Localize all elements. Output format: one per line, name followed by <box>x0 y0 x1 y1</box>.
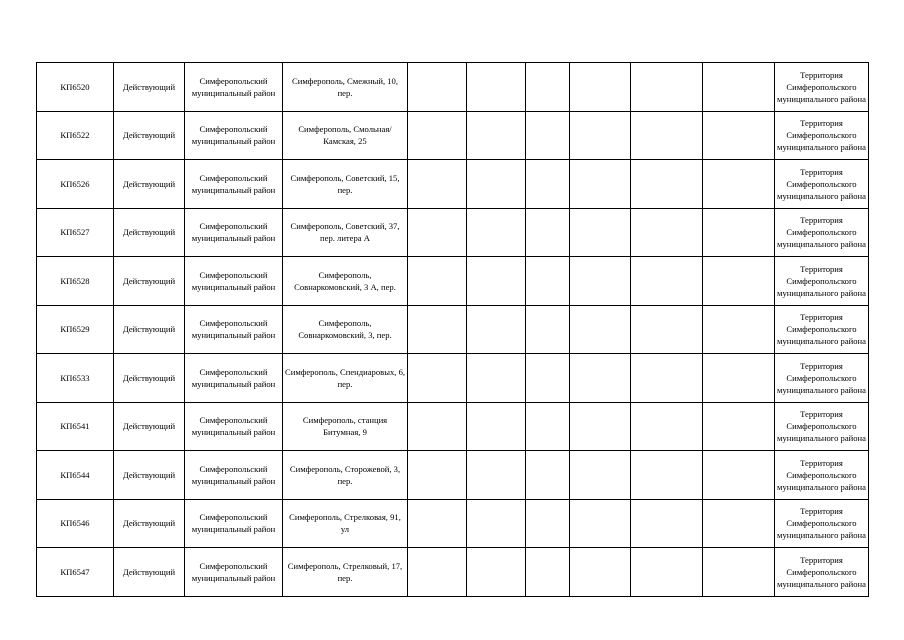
empty-cell <box>570 63 631 112</box>
empty-cell <box>703 160 775 209</box>
status-cell: Действующий <box>114 111 185 160</box>
empty-cell <box>526 548 570 597</box>
empty-cell <box>467 160 526 209</box>
empty-cell <box>408 63 467 112</box>
empty-cell <box>703 548 775 597</box>
territory-cell: Территория Симферопольского муниципального района <box>775 257 869 306</box>
territory-cell: Территория Симферопольского муниципального района <box>775 499 869 548</box>
empty-cell <box>631 257 703 306</box>
territory-cell: Территория Симферопольского муниципального района <box>775 208 869 257</box>
empty-cell <box>631 548 703 597</box>
district-cell: Симферопольский муниципальный район <box>185 160 283 209</box>
object-code-cell: КП6527 <box>37 208 114 257</box>
empty-cell <box>703 451 775 500</box>
status-cell: Действующий <box>114 451 185 500</box>
empty-cell <box>631 451 703 500</box>
table-body <box>37 63 869 597</box>
empty-cell <box>703 305 775 354</box>
empty-cell <box>570 160 631 209</box>
empty-cell <box>631 63 703 112</box>
district-cell: Симферопольский муниципальный район <box>185 354 283 403</box>
registry-table <box>36 62 869 597</box>
address-cell: Симферополь, Сторожевой, 3, пер. <box>283 451 408 500</box>
empty-cell <box>526 354 570 403</box>
empty-cell <box>526 257 570 306</box>
empty-cell <box>526 451 570 500</box>
territory-cell: Территория Симферопольского муниципального района <box>775 305 869 354</box>
empty-cell <box>570 451 631 500</box>
empty-cell <box>467 305 526 354</box>
empty-cell <box>703 354 775 403</box>
empty-cell <box>526 499 570 548</box>
object-code-cell: КП6520 <box>37 63 114 112</box>
object-code-cell: КП6533 <box>37 354 114 403</box>
territory-cell: Территория Симферопольского муниципального района <box>775 451 869 500</box>
empty-cell <box>467 451 526 500</box>
address-cell: Симферополь, Смежный, 10, пер. <box>283 63 408 112</box>
empty-cell <box>408 354 467 403</box>
empty-cell <box>408 305 467 354</box>
empty-cell <box>408 451 467 500</box>
table-row <box>37 548 869 597</box>
object-code-cell: КП6544 <box>37 451 114 500</box>
territory-cell: Территория Симферопольского муниципального района <box>775 160 869 209</box>
empty-cell <box>631 402 703 451</box>
empty-cell <box>408 208 467 257</box>
empty-cell <box>467 63 526 112</box>
empty-cell <box>408 548 467 597</box>
empty-cell <box>467 499 526 548</box>
district-cell: Симферопольский муниципальный район <box>185 257 283 306</box>
empty-cell <box>526 111 570 160</box>
empty-cell <box>631 499 703 548</box>
empty-cell <box>631 160 703 209</box>
status-cell: Действующий <box>114 402 185 451</box>
territory-cell: Территория Симферопольского муниципального района <box>775 354 869 403</box>
empty-cell <box>408 402 467 451</box>
empty-cell <box>570 208 631 257</box>
status-cell: Действующий <box>114 160 185 209</box>
object-code-cell: КП6541 <box>37 402 114 451</box>
table-row <box>37 160 869 209</box>
empty-cell <box>467 354 526 403</box>
object-code-cell: КП6526 <box>37 160 114 209</box>
table-row <box>37 499 869 548</box>
address-cell: Симферополь, Советский, 37, пер. литера А <box>283 208 408 257</box>
address-cell: Симферополь, Стрелковая, 91, ул <box>283 499 408 548</box>
empty-cell <box>526 305 570 354</box>
district-cell: Симферопольский муниципальный район <box>185 111 283 160</box>
table-row <box>37 402 869 451</box>
empty-cell <box>570 354 631 403</box>
object-code-cell: КП6529 <box>37 305 114 354</box>
empty-cell <box>526 402 570 451</box>
object-code-cell: КП6522 <box>37 111 114 160</box>
empty-cell <box>467 402 526 451</box>
empty-cell <box>631 354 703 403</box>
empty-cell <box>631 208 703 257</box>
address-cell: Симферополь, Совнаркомовский, 3 А, пер. <box>283 257 408 306</box>
empty-cell <box>703 402 775 451</box>
empty-cell <box>631 305 703 354</box>
address-cell: Симферополь, Спендиаровых, 6, пер. <box>283 354 408 403</box>
territory-cell: Территория Симферопольского муниципального района <box>775 111 869 160</box>
empty-cell <box>526 160 570 209</box>
table-row <box>37 257 869 306</box>
object-code-cell: КП6528 <box>37 257 114 306</box>
territory-cell: Территория Симферопольского муниципального района <box>775 402 869 451</box>
empty-cell <box>703 257 775 306</box>
status-cell: Действующий <box>114 208 185 257</box>
territory-cell: Территория Симферопольского муниципального района <box>775 63 869 112</box>
table-row <box>37 208 869 257</box>
empty-cell <box>570 548 631 597</box>
address-cell: Симферополь, станция Битумная, 9 <box>283 402 408 451</box>
empty-cell <box>467 111 526 160</box>
empty-cell <box>570 257 631 306</box>
empty-cell <box>467 257 526 306</box>
empty-cell <box>703 63 775 112</box>
empty-cell <box>570 111 631 160</box>
empty-cell <box>570 305 631 354</box>
object-code-cell: КП6547 <box>37 548 114 597</box>
status-cell: Действующий <box>114 257 185 306</box>
district-cell: Симферопольский муниципальный район <box>185 499 283 548</box>
empty-cell <box>526 208 570 257</box>
table-row <box>37 305 869 354</box>
district-cell: Симферопольский муниципальный район <box>185 305 283 354</box>
empty-cell <box>408 499 467 548</box>
status-cell: Действующий <box>114 63 185 112</box>
address-cell: Симферополь, Стрелковый, 17, пер. <box>283 548 408 597</box>
empty-cell <box>408 257 467 306</box>
table-row <box>37 111 869 160</box>
status-cell: Действующий <box>114 499 185 548</box>
empty-cell <box>703 111 775 160</box>
table-row <box>37 63 869 112</box>
address-cell: Симферополь, Совнаркомовский, 3, пер. <box>283 305 408 354</box>
empty-cell <box>526 63 570 112</box>
territory-cell: Территория Симферопольского муниципального района <box>775 548 869 597</box>
status-cell: Действующий <box>114 305 185 354</box>
table-row <box>37 354 869 403</box>
empty-cell <box>570 499 631 548</box>
district-cell: Симферопольский муниципальный район <box>185 208 283 257</box>
empty-cell <box>631 111 703 160</box>
district-cell: Симферопольский муниципальный район <box>185 548 283 597</box>
empty-cell <box>703 499 775 548</box>
address-cell: Симферополь, Смольная/Камская, 25 <box>283 111 408 160</box>
object-code-cell: КП6546 <box>37 499 114 548</box>
empty-cell <box>467 208 526 257</box>
district-cell: Симферопольский муниципальный район <box>185 402 283 451</box>
status-cell: Действующий <box>114 354 185 403</box>
status-cell: Действующий <box>114 548 185 597</box>
address-cell: Симферополь, Советский, 15, пер. <box>283 160 408 209</box>
empty-cell <box>467 548 526 597</box>
empty-cell <box>408 160 467 209</box>
empty-cell <box>570 402 631 451</box>
district-cell: Симферопольский муниципальный район <box>185 63 283 112</box>
empty-cell <box>408 111 467 160</box>
district-cell: Симферопольский муниципальный район <box>185 451 283 500</box>
table-row <box>37 451 869 500</box>
empty-cell <box>703 208 775 257</box>
